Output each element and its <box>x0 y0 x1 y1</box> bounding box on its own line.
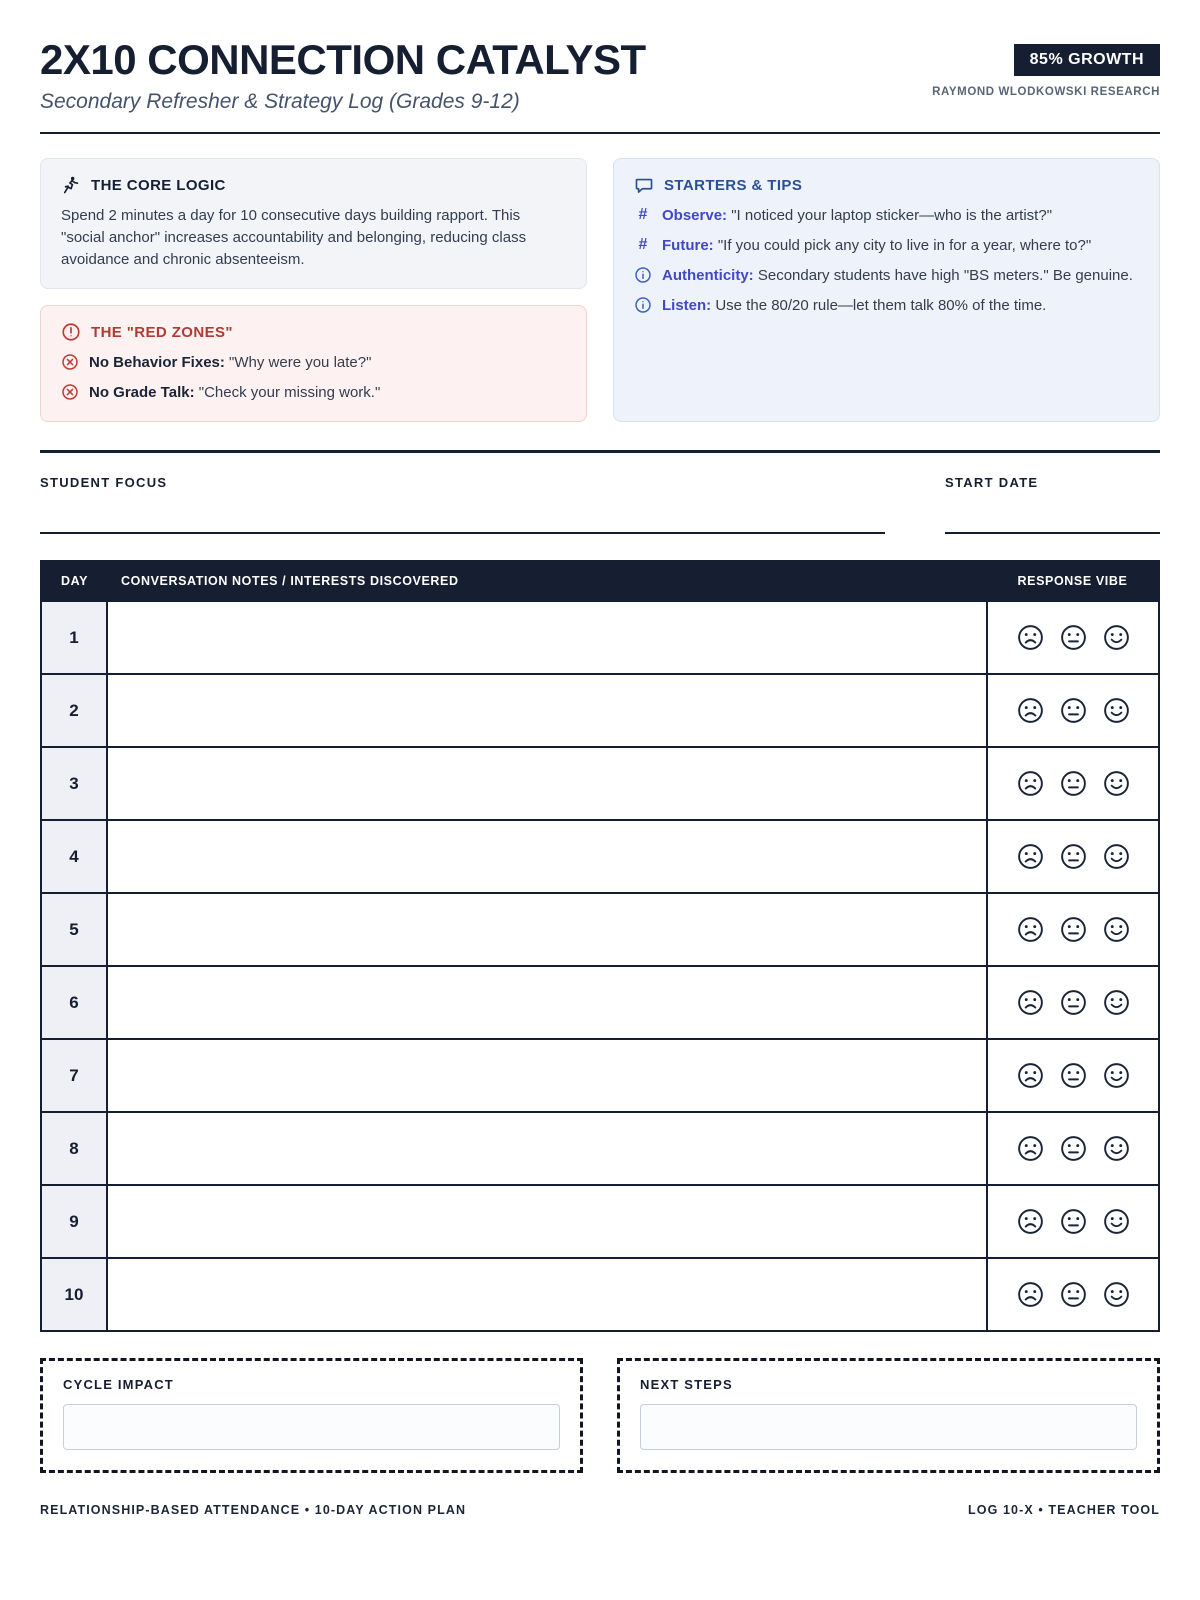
table-row <box>41 674 1159 747</box>
footer-left: RELATIONSHIP-BASED ATTENDANCE • 10-DAY ACTION PLAN <box>40 1503 467 1518</box>
day-cell: 8 <box>41 1112 107 1185</box>
vibe-cell <box>987 1112 1159 1185</box>
table-row <box>41 820 1159 893</box>
start-date-label: START DATE <box>945 475 1039 491</box>
circled-x-icon <box>61 353 79 371</box>
table-row <box>41 966 1159 1039</box>
notes-cell[interactable] <box>107 820 987 893</box>
cycle-impact-box <box>40 1358 583 1473</box>
vibe-column-header: RESPONSE VIBE <box>987 561 1159 601</box>
notes-column-header: CONVERSATION NOTES / INTERESTS DISCOVERED <box>107 561 987 601</box>
student-focus-field <box>40 475 885 534</box>
day-cell: 1 <box>41 601 107 674</box>
starter-label: Authenticity: <box>662 267 754 285</box>
notes-cell[interactable] <box>107 966 987 1039</box>
speech-bubble-icon <box>634 175 654 195</box>
neutral-face-icon[interactable] <box>1060 624 1087 651</box>
red-zones-title: THE "RED ZONES" <box>91 323 233 341</box>
vibe-cell <box>987 1185 1159 1258</box>
next-steps-box <box>617 1358 1160 1473</box>
red-zone-text <box>89 352 371 373</box>
starter-body: Use the 80/20 rule—let them talk 80% of the time. <box>715 297 1047 315</box>
info-icon <box>634 266 652 284</box>
sad-face-icon[interactable] <box>1017 916 1044 943</box>
notes-cell[interactable] <box>107 1039 987 1112</box>
happy-face-icon[interactable] <box>1103 916 1130 943</box>
header-left <box>40 38 646 114</box>
starter-label: Future: <box>662 237 714 255</box>
vibe-options <box>988 916 1158 943</box>
red-zone-label: No Behavior Fixes: <box>89 354 225 372</box>
day-cell: 2 <box>41 674 107 747</box>
table-row <box>41 1039 1159 1112</box>
section-divider <box>40 450 1160 453</box>
sad-face-icon[interactable] <box>1017 624 1044 651</box>
left-column <box>40 158 587 422</box>
sad-face-icon[interactable] <box>1017 1208 1044 1235</box>
happy-face-icon[interactable] <box>1103 1062 1130 1089</box>
day-cell: 6 <box>41 966 107 1039</box>
next-steps-input[interactable] <box>640 1404 1137 1450</box>
page-title: 2X10 CONNECTION CATALYST <box>40 36 646 83</box>
vibe-cell <box>987 674 1159 747</box>
day-cell: 5 <box>41 893 107 966</box>
neutral-face-icon[interactable] <box>1060 1062 1087 1089</box>
neutral-face-icon[interactable] <box>1060 916 1087 943</box>
notes-cell[interactable] <box>107 674 987 747</box>
vibe-options <box>988 843 1158 870</box>
happy-face-icon[interactable] <box>1103 624 1130 651</box>
next-steps-label: NEXT STEPS <box>640 1377 733 1393</box>
day-cell: 4 <box>41 820 107 893</box>
core-logic-box <box>40 158 587 289</box>
happy-face-icon[interactable] <box>1103 1281 1130 1308</box>
neutral-face-icon[interactable] <box>1060 843 1087 870</box>
vibe-cell <box>987 1258 1159 1331</box>
vibe-cell <box>987 893 1159 966</box>
start-date-input[interactable] <box>945 520 1160 534</box>
starter-text <box>662 235 1091 256</box>
red-zone-text <box>89 382 380 403</box>
neutral-face-icon[interactable] <box>1060 1208 1087 1235</box>
hash-icon: # <box>638 206 648 224</box>
starter-body: "If you could pick any city to live in for a year, where to?" <box>717 237 1092 255</box>
happy-face-icon[interactable] <box>1103 697 1130 724</box>
starter-body: Secondary students have high "BS meters." Be genuine. <box>757 267 1133 285</box>
happy-face-icon[interactable] <box>1103 770 1130 797</box>
table-row <box>41 601 1159 674</box>
happy-face-icon[interactable] <box>1103 843 1130 870</box>
starter-label: Listen: <box>662 297 712 315</box>
sad-face-icon[interactable] <box>1017 770 1044 797</box>
notes-cell[interactable] <box>107 747 987 820</box>
red-zone-label: No Grade Talk: <box>89 384 195 402</box>
core-logic-body: Spend 2 minutes a day for 10 consecutive days building rapport. This "social anchor" increases accountability and belonging, reducing class avoidance and chronic absenteeism. <box>61 207 527 268</box>
happy-face-icon[interactable] <box>1103 989 1130 1016</box>
notes-cell[interactable] <box>107 1258 987 1331</box>
header-divider <box>40 132 1160 134</box>
starter-item <box>634 205 1139 226</box>
vibe-options <box>988 1281 1158 1308</box>
footer <box>40 1503 1160 1517</box>
table-row <box>41 747 1159 820</box>
notes-cell[interactable] <box>107 893 987 966</box>
vibe-options <box>988 1135 1158 1162</box>
red-zone-quote: "Why were you late?" <box>229 354 372 372</box>
vibe-cell <box>987 1039 1159 1112</box>
cycle-impact-input[interactable] <box>63 1404 560 1450</box>
sad-face-icon[interactable] <box>1017 843 1044 870</box>
notes-cell[interactable] <box>107 1112 987 1185</box>
vibe-cell <box>987 601 1159 674</box>
hash-icon: # <box>638 236 648 254</box>
starters-box <box>613 158 1160 422</box>
table-row <box>41 1112 1159 1185</box>
neutral-face-icon[interactable] <box>1060 770 1087 797</box>
starter-text <box>662 265 1133 286</box>
sad-face-icon[interactable] <box>1017 1135 1044 1162</box>
neutral-face-icon[interactable] <box>1060 989 1087 1016</box>
neutral-face-icon[interactable] <box>1060 697 1087 724</box>
student-focus-input[interactable] <box>40 520 885 534</box>
core-logic-title: THE CORE LOGIC <box>91 176 226 194</box>
sad-face-icon[interactable] <box>1017 697 1044 724</box>
sad-face-icon[interactable] <box>1017 989 1044 1016</box>
starter-item <box>634 265 1139 286</box>
table-row <box>41 893 1159 966</box>
vibe-options <box>988 770 1158 797</box>
info-boxes <box>40 158 1160 422</box>
connection-log-table <box>40 560 1160 1332</box>
start-date-field <box>945 475 1160 534</box>
neutral-face-icon[interactable] <box>1060 1135 1087 1162</box>
fields-row <box>40 475 1160 534</box>
alert-circle-icon <box>61 322 81 342</box>
footer-right: LOG 10-X • TEACHER TOOL <box>968 1503 1160 1518</box>
info-icon <box>634 296 652 314</box>
red-zones-box <box>40 305 587 422</box>
running-person-icon <box>61 175 81 195</box>
notes-cell[interactable] <box>107 601 987 674</box>
neutral-face-icon[interactable] <box>1060 1281 1087 1308</box>
core-logic-header <box>61 175 566 195</box>
day-cell: 7 <box>41 1039 107 1112</box>
sad-face-icon[interactable] <box>1017 1062 1044 1089</box>
bottom-boxes <box>40 1358 1160 1473</box>
day-cell: 3 <box>41 747 107 820</box>
table-row <box>41 1185 1159 1258</box>
day-cell: 10 <box>41 1258 107 1331</box>
day-column-header: DAY <box>41 561 107 601</box>
vibe-options <box>988 989 1158 1016</box>
growth-badge: 85% GROWTH <box>1014 44 1160 76</box>
starter-item <box>634 295 1139 316</box>
header <box>40 38 1160 114</box>
red-zone-item <box>61 352 566 373</box>
page-subtitle: Secondary Refresher & Strategy Log (Grades 9-12) <box>40 90 520 114</box>
vibe-options <box>988 1208 1158 1235</box>
research-credit: RAYMOND WLODKOWSKI RESEARCH <box>932 86 1160 98</box>
vibe-options <box>988 624 1158 651</box>
starters-title: STARTERS & TIPS <box>664 176 803 194</box>
starter-text <box>662 205 1052 226</box>
student-focus-label: STUDENT FOCUS <box>40 475 168 491</box>
starter-body: "I noticed your laptop sticker—who is the artist?" <box>731 207 1053 225</box>
sad-face-icon[interactable] <box>1017 1281 1044 1308</box>
vibe-options <box>988 1062 1158 1089</box>
happy-face-icon[interactable] <box>1103 1208 1130 1235</box>
vibe-cell <box>987 747 1159 820</box>
red-zones-header <box>61 322 566 342</box>
starter-text <box>662 295 1046 316</box>
table-row <box>41 1258 1159 1331</box>
notes-cell[interactable] <box>107 1185 987 1258</box>
vibe-cell <box>987 820 1159 893</box>
circled-x-icon <box>61 383 79 401</box>
starters-header <box>634 175 1139 195</box>
red-zone-item <box>61 382 566 403</box>
starter-item <box>634 235 1139 256</box>
starter-label: Observe: <box>662 207 728 225</box>
day-cell: 9 <box>41 1185 107 1258</box>
log-table-body <box>41 601 1159 1331</box>
cycle-impact-label: CYCLE IMPACT <box>63 1377 174 1393</box>
happy-face-icon[interactable] <box>1103 1135 1130 1162</box>
vibe-options <box>988 697 1158 724</box>
log-table-header <box>41 561 1159 601</box>
red-zone-quote: "Check your missing work." <box>198 384 381 402</box>
vibe-cell <box>987 966 1159 1039</box>
header-right <box>932 38 1160 98</box>
